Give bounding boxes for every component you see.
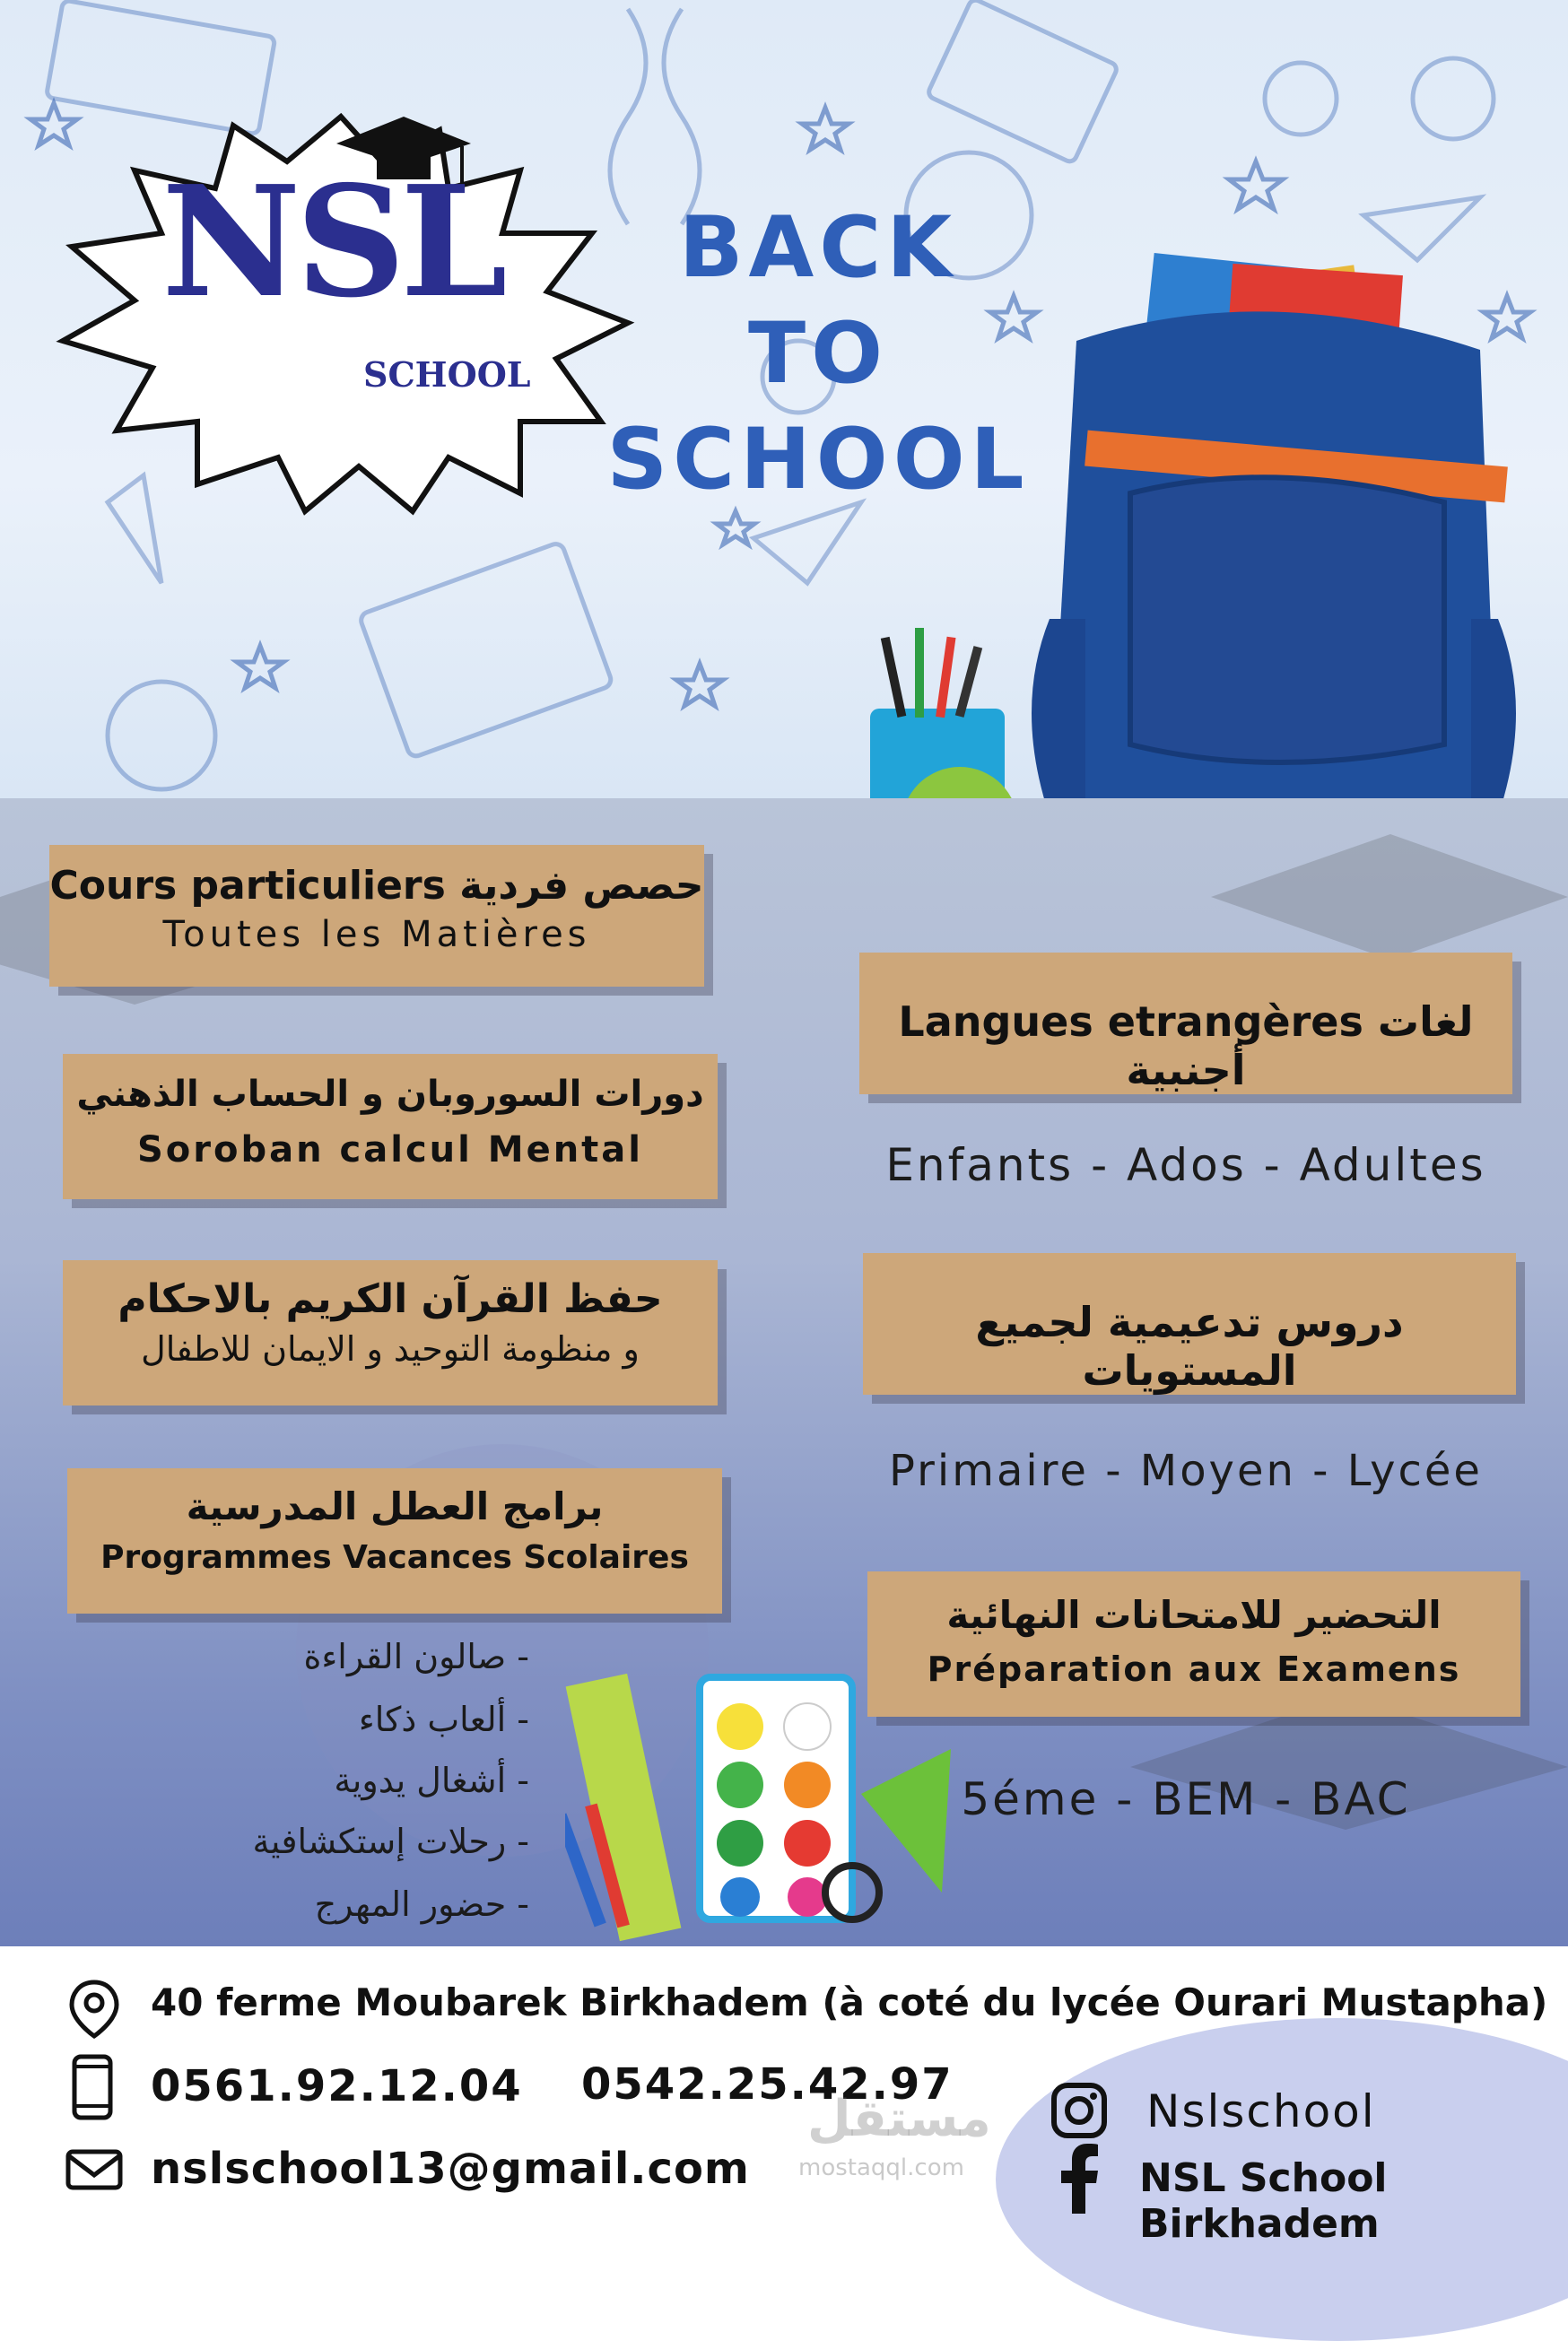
card-quran-title: حفظ القرآن الكريم بالاحكام bbox=[118, 1276, 663, 1322]
watermark bbox=[807, 2090, 991, 2148]
title-line-2: TO bbox=[747, 305, 889, 403]
card-private-lessons-title: Cours particuliers حصص فردية bbox=[49, 863, 704, 909]
title-line-1: BACK bbox=[678, 199, 958, 297]
phone-number-2[interactable]: 0542.25.42.97 bbox=[581, 2059, 954, 2110]
card-soroban-title: دورات السوروبان و الحساب الذهني bbox=[76, 1074, 704, 1115]
watermark-url: mostaqql.com bbox=[798, 2154, 964, 2181]
address-text: 40 ferme Moubarek Birkhadem (à coté du lycée Ourari Mustapha) bbox=[151, 1980, 1548, 2024]
card-private-lessons bbox=[49, 845, 704, 987]
card-exam-prep-title: التحضير للامتحانات النهائية bbox=[946, 1593, 1442, 1637]
phone-number-1[interactable]: 0561.92.12.04 bbox=[151, 2061, 523, 2111]
email-icon bbox=[65, 2148, 124, 2191]
card-foreign-languages-title: Langues etrangères لغات أجنبية bbox=[898, 997, 1474, 1094]
facebook-page[interactable]: NSL School Birkhadem bbox=[1139, 2155, 1388, 2247]
levels-exams: 5éme - BEM - BAC bbox=[961, 1773, 1411, 1825]
activity-item: - رحلات إستكشافية bbox=[252, 1822, 529, 1861]
card-exam-prep-subtitle: Préparation aux Examens bbox=[927, 1649, 1461, 1689]
title-line-3: SCHOOL bbox=[606, 411, 1030, 509]
email-address[interactable]: nslschool13@gmail.com bbox=[151, 2144, 750, 2194]
card-private-lessons-subtitle: Toutes les Matières bbox=[162, 914, 591, 955]
location-pin-icon bbox=[67, 1978, 121, 2041]
card-exam-prep bbox=[867, 1571, 1520, 1717]
card-support-lessons-title: دروس تدعيمية لجميع المستويات bbox=[975, 1298, 1404, 1395]
facebook-icon bbox=[1057, 2142, 1102, 2215]
levels-languages: Enfants - Ados - Adultes bbox=[885, 1139, 1486, 1191]
card-quran-subtitle: و منظومة التوحيد و الايمان للاطفال bbox=[141, 1329, 640, 1369]
instagram-handle[interactable]: Nslschool bbox=[1146, 2085, 1376, 2137]
logo-subtext: SCHOOL bbox=[363, 354, 531, 395]
card-soroban-subtitle: Soroban calcul Mental bbox=[137, 1129, 643, 1170]
activity-item: - صالون القراءة bbox=[303, 1637, 529, 1676]
instagram-icon bbox=[1050, 2081, 1109, 2140]
watermark-logo: مستقل bbox=[807, 2090, 991, 2148]
activity-item: - حضور المهرج bbox=[314, 1884, 529, 1924]
card-holiday-programs bbox=[67, 1468, 722, 1614]
card-support-lessons bbox=[863, 1253, 1516, 1395]
card-holiday-programs-title: برامج العطل المدرسية bbox=[186, 1484, 604, 1528]
card-quran bbox=[63, 1260, 718, 1405]
card-soroban bbox=[63, 1054, 718, 1199]
activity-item: - ألعاب ذكاء bbox=[358, 1700, 529, 1739]
logo-text: NSL bbox=[161, 152, 502, 332]
backpack-illustration bbox=[852, 242, 1534, 888]
levels-support: Primaire - Moyen - Lycée bbox=[889, 1446, 1483, 1496]
phone-icon bbox=[70, 2054, 115, 2121]
card-holiday-programs-subtitle: Programmes Vacances Scolaires bbox=[100, 1539, 689, 1576]
activity-item: - أشغال يدوية bbox=[334, 1761, 529, 1800]
card-foreign-languages bbox=[859, 953, 1512, 1094]
